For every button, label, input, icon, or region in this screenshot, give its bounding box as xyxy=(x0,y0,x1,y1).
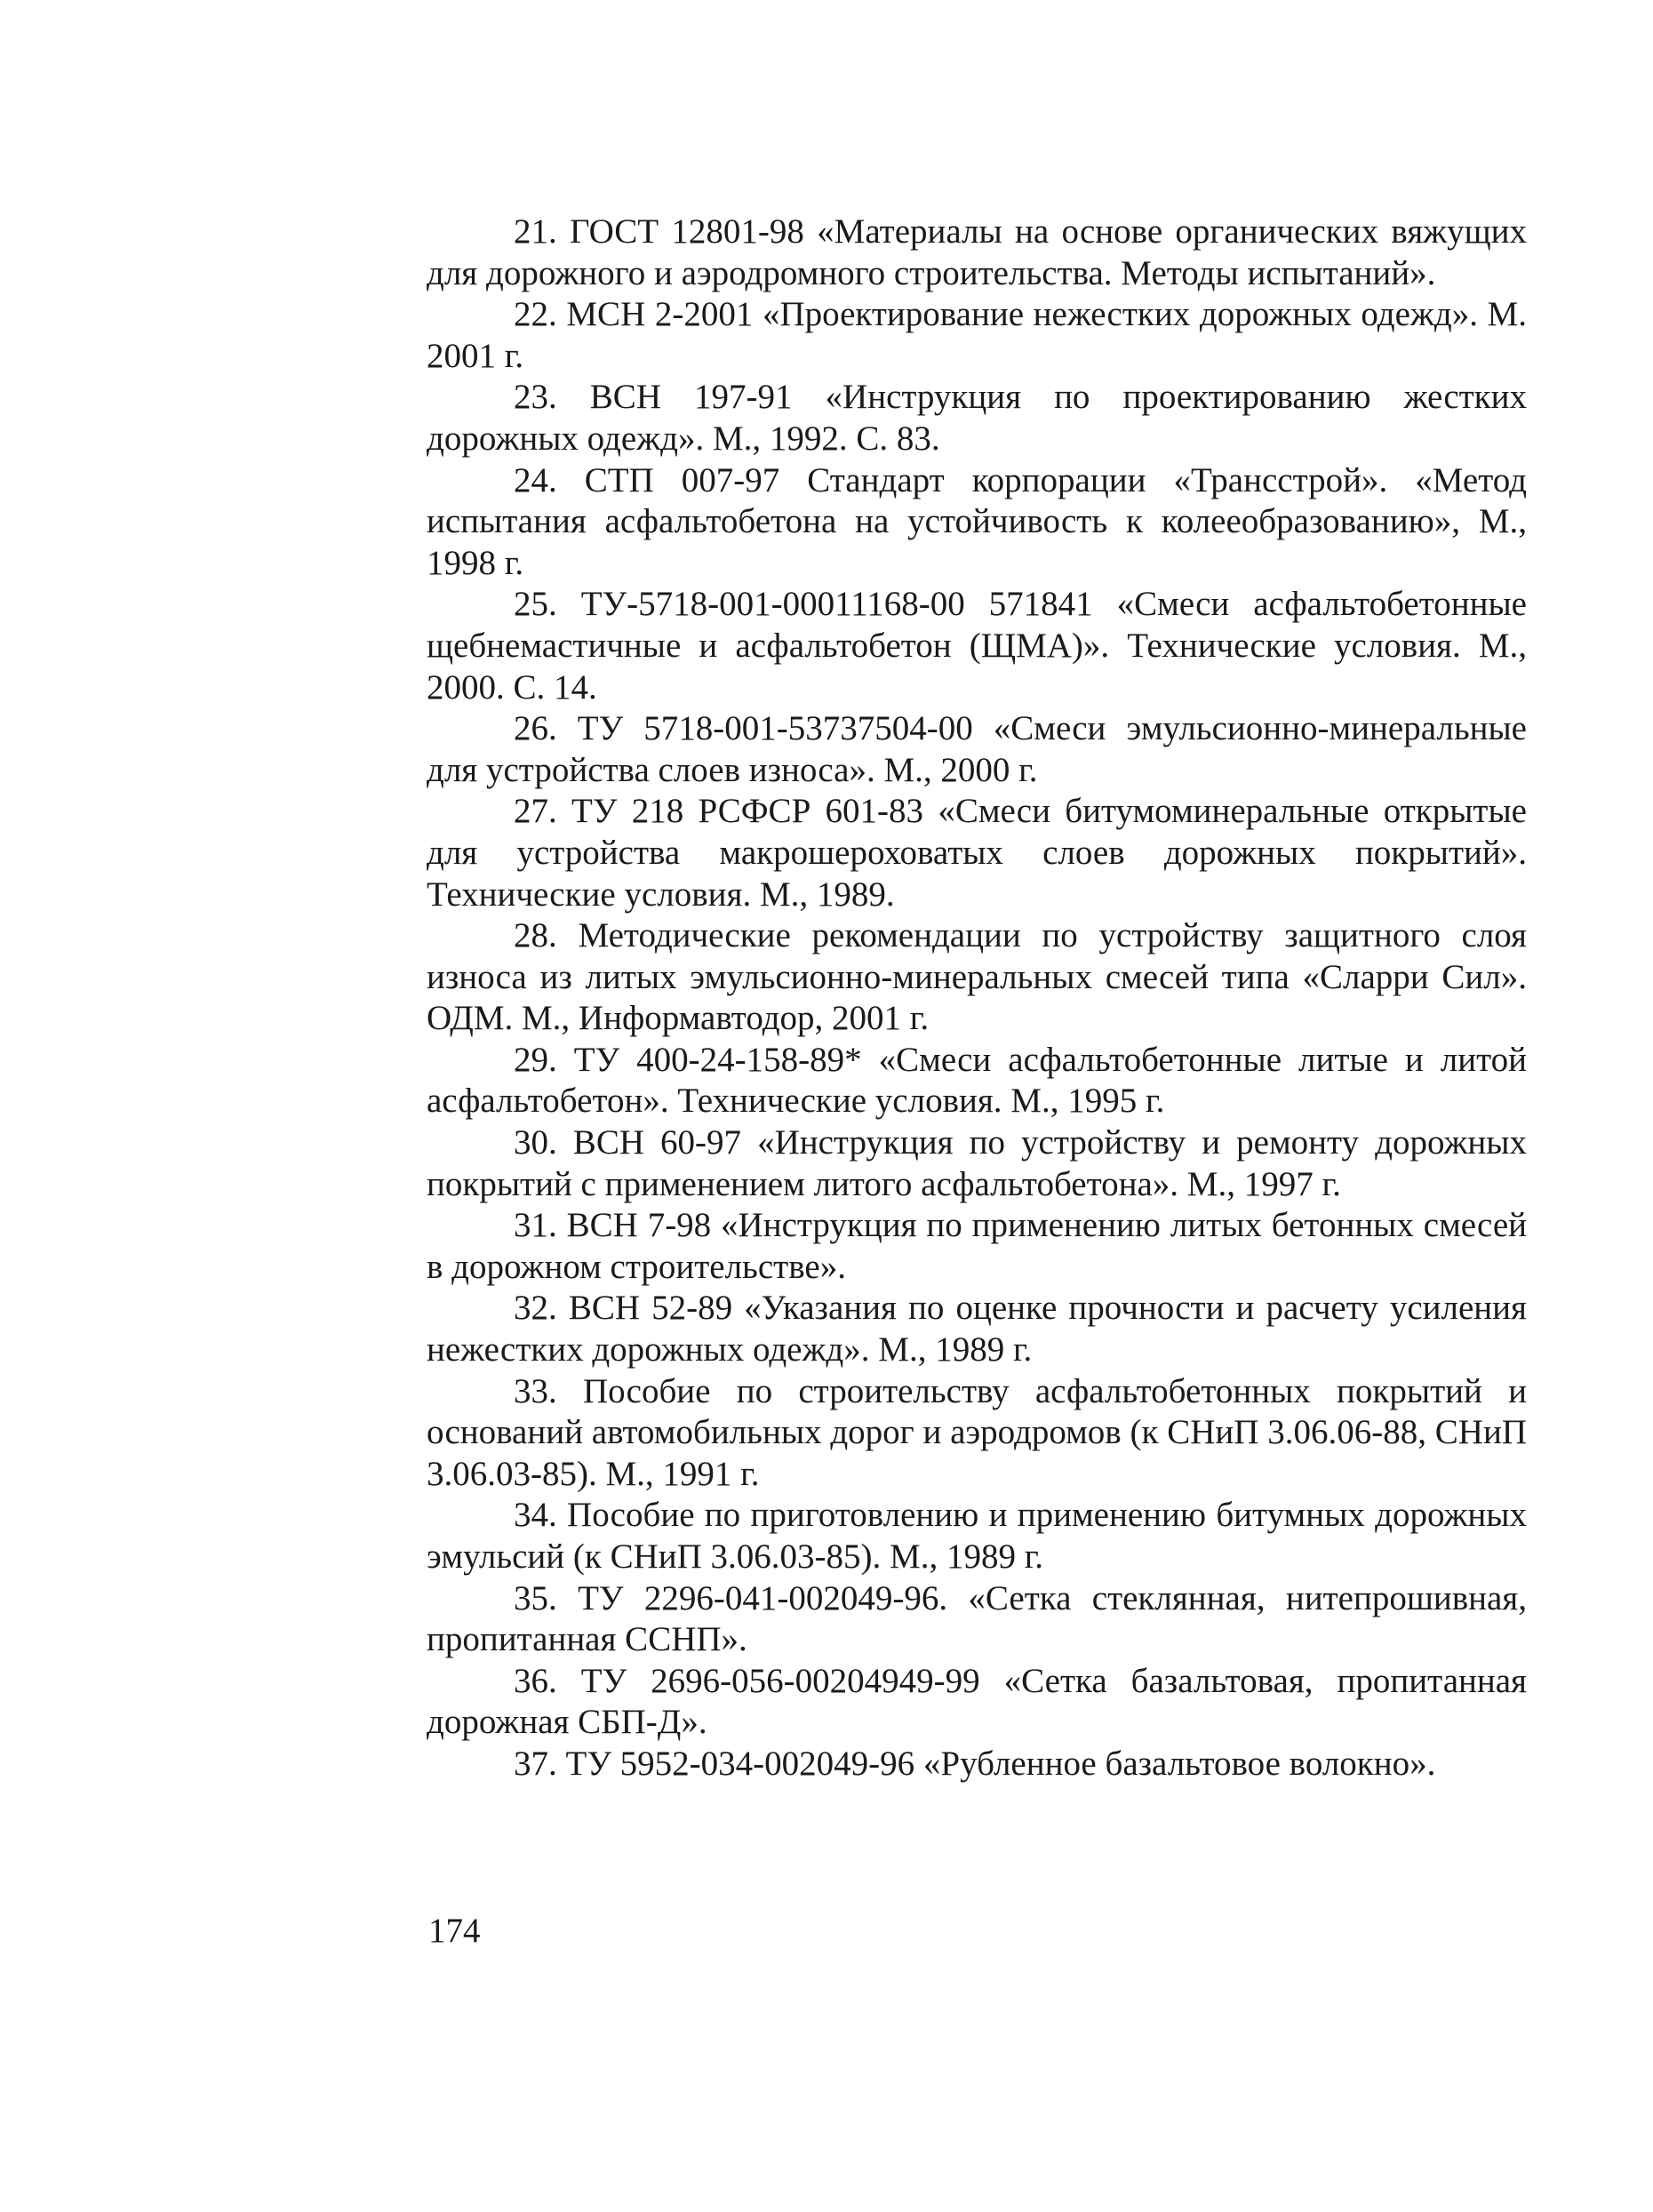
reference-item-22: 22. МСН 2-2001 «Проектирование нежестких дорожных одежд». М. 2001 г. xyxy=(427,295,1527,375)
reference-item-31: 31. ВСН 7-98 «Инструкция по применению литых бетонных смесей в дорожном строительстве». xyxy=(427,1206,1527,1286)
reference-item-29: 29. ТУ 400-24-158-89* «Смеси асфальтобетонные литые и литой асфальтобетон». Технические условия. М., 1995 г. xyxy=(427,1040,1527,1121)
reference-item-24: 24. СТП 007-97 Стандарт корпорации «Трансстрой». «Метод испытания асфальтобетона на устойчивость к колееобразованию», М., 1998 г. xyxy=(427,460,1527,582)
reference-item-32: 32. ВСН 52-89 «Указания по оценке прочности и расчету усиления нежестких дорожных одежд». М., 1989 г. xyxy=(427,1289,1527,1370)
reference-item-28: 28. Методические рекомендации по устройству защитного слоя износа из литых эмульсионно-минеральных смесей типа «Сларри Сил». ОДМ. М., Информавтодор, 2001 г. xyxy=(427,916,1527,1038)
reference-item-37: 37. ТУ 5952-034-002049-96 «Рубленное базальтовое волокно». xyxy=(514,1744,1436,1783)
reference-item-35: 35. ТУ 2296-041-002049-96. «Сетка стеклянная, нитепрошивная, пропитанная ССНП». xyxy=(427,1578,1527,1659)
reference-item-34: 34. Пособие по приготовлению и применению битумных дорожных эмульсий (к СНиП 3.06.03-85). М., 1989 г. xyxy=(427,1496,1527,1576)
reference-item-36: 36. ТУ 2696-056-00204949-99 «Сетка базальтовая, пропитанная дорожная СБП-Д». xyxy=(427,1661,1527,1742)
reference-item-30: 30. ВСН 60-97 «Инструкция по устройству и ремонту дорожных покрытий с применением литого асфальтобетона». М., 1997 г. xyxy=(427,1123,1527,1203)
reference-item-27: 27. ТУ 218 РСФСР 601-83 «Смеси битумоминеральные открытые для устройства макрошероховатых слоев дорожных покрытий». Технические условия. М., 1989. xyxy=(427,792,1527,914)
reference-list xyxy=(427,212,1527,1785)
reference-item-26: 26. ТУ 5718-001-53737504-00 «Смеси эмульсионно-минеральные для устройства слоев износа». М., 2000 г. xyxy=(427,709,1527,789)
reference-item-25: 25. ТУ-5718-001-00011168-00 571841 «Смеси асфальтобетонные щебнемастичные и асфальтобетон (ЩМА)». Технические условия. М., 2000. С. 14. xyxy=(427,585,1527,707)
reference-item-21: 21. ГОСТ 12801-98 «Материалы на основе органических вяжущих для дорожного и аэродромного строительства. Методы испытаний». xyxy=(427,212,1527,292)
reference-item-23: 23. ВСН 197-91 «Инструкция по проектированию жестких дорожных одежд». М., 1992. С. 83. xyxy=(427,378,1527,458)
page-number: 174 xyxy=(428,1912,481,1950)
reference-item-33: 33. Пособие по строительству асфальтобетонных покрытий и оснований автомобильных дорог и аэродромов (к СНиП 3.06.06-88, СНиП 3.06.03-85). М., 1991 г. xyxy=(427,1371,1527,1493)
